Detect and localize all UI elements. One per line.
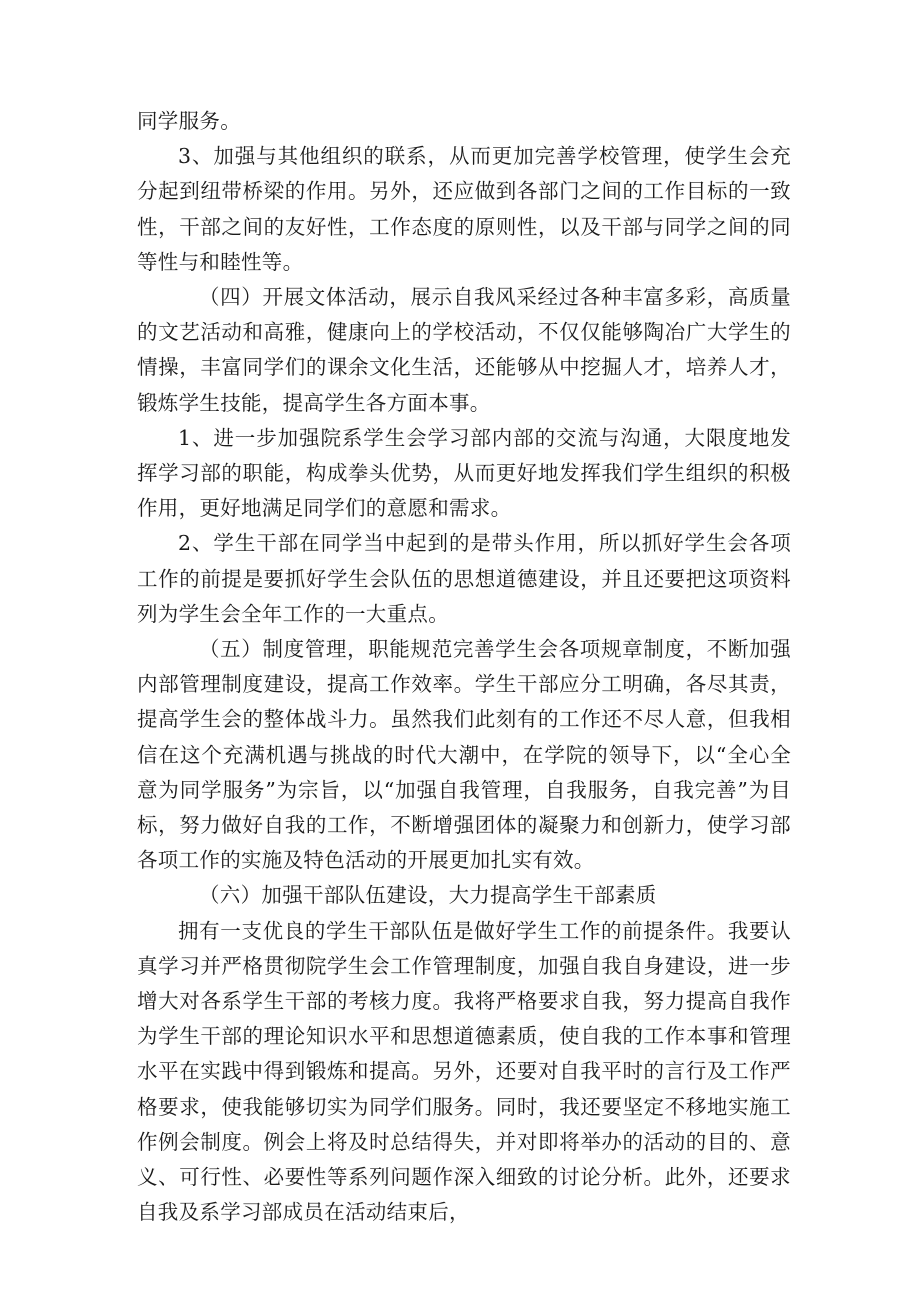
paragraph-continuation: 同学服务。: [137, 109, 241, 133]
paragraph-body: 拥有一支优良的学生干部队伍是做好学生工作的前提条件。我要认真学习并严格贯彻院学生会工作管理制度，加强自我自身建设，进一步增大对各系学生干部的考核力度。我将严格要求自我，努力提高自我作为学生干部的理论知识水平和思想道德素质，使自我的工作本事和管理水平在实践中得到锻炼和提高。另外，还要对自我平时的言行及工作严格要求，使我能够切实为同学们服务。同时，我还要坚定不移地实施工作例会制度。例会上将及时总结得失，并对即将举办的活动的目的、意义、可行性、必要性等系列问题作深入细致的讨论分析。此外，还要求自我及系学习部成员在活动结束后，: [137, 918, 791, 1225]
paragraph-item-1: 1、进一步加强院系学生会学习部内部的交流与沟通，大限度地发挥学习部的职能，构成拳头优势，从而更好地发挥我们学生组织的积极作用，更好地满足同学们的意愿和需求。: [137, 425, 791, 521]
section-heading-5: （五）制度管理，职能规范完善学生会各项规章制度，不断加强内部管理制度建设，提高工作效率。学生干部应分工明确，各尽其责，提高学生会的整体战斗力。虽然我们此刻有的工作还不尽人意，但我相信在这个充满机遇与挑战的时代大潮中，在学院的领导下，以“全心全意为同学服务”为宗旨，以“加强自我管理，自我服务，自我完善”为目标，努力做好自我的工作，不断增强团体的凝聚力和创新力，使学习部各项工作的实施及特色活动的开展更加扎实有效。: [137, 637, 791, 873]
section-heading-6: （六）加强干部队伍建设，大力提高学生干部素质: [199, 883, 657, 908]
paragraph-item-3: 3、加强与其他组织的联系，从而更加完善学校管理，使学生会充分起到纽带桥梁的作用。另外，还应做到各部门之间的工作目标的一致性，干部之间的友好性，工作态度的原则性，以及干部与同学之间的同等性与和睦性等。: [137, 144, 791, 274]
paragraph-item-2: 2、学生干部在同学当中起到的是带头作用，所以抓好学生会各项工作的前提是要抓好学生会队伍的思想道德建设，并且还要把这项资料列为学生会全年工作的一大重点。: [137, 531, 791, 626]
section-heading-4: （四）开展文体活动，展示自我风采经过各种丰富多彩，高质量的文艺活动和高雅，健康向上的学校活动，不仅仅能够陶冶广大学生的情操，丰富同学们的课余文化生活，还能够从中挖掘人才，培养人才，锻炼学生技能，提高学生各方面本事。: [137, 285, 791, 415]
document-page: [137, 104, 791, 1231]
